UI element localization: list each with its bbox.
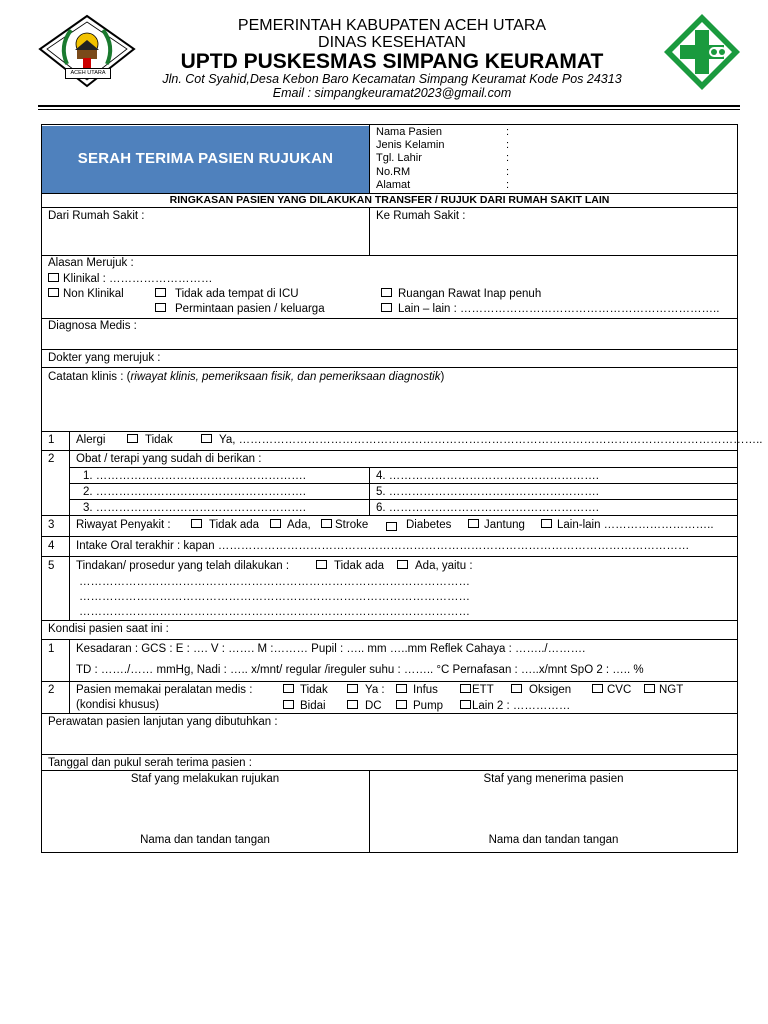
checkbox[interactable] xyxy=(381,303,392,312)
history-label: Riwayat Penyakit : xyxy=(76,519,171,531)
checkbox[interactable] xyxy=(191,519,202,528)
procedure-none-label: Tidak ada xyxy=(334,560,385,572)
equip-label: ETT xyxy=(472,684,494,696)
equip-ett xyxy=(460,683,494,697)
clinical-notes-close: ) xyxy=(440,371,445,383)
divider xyxy=(41,431,738,432)
checkbox[interactable] xyxy=(460,700,471,709)
allergy-no-label: Tidak xyxy=(145,434,173,446)
equip-label: Infus xyxy=(413,684,438,696)
handover-time-label: Tanggal dan pukul serah terima pasien : xyxy=(48,757,252,769)
header-line3: UPTD PUSKESMAS SIMPANG KEURAMAT xyxy=(180,50,604,73)
divider xyxy=(369,467,370,515)
checkbox[interactable] xyxy=(397,560,408,569)
divider xyxy=(41,450,738,451)
row-number: 2 xyxy=(48,684,55,696)
patient-address-label: Alamat xyxy=(376,179,411,191)
reason-other-label: Lain – lain : ………………………………………………………….. xyxy=(398,303,720,315)
equip-label: Pump xyxy=(413,700,444,712)
history-heart-label: Jantung xyxy=(484,519,525,531)
patient-name-label: Nama Pasien xyxy=(376,126,443,138)
equip-label: Bidai xyxy=(300,700,326,712)
reason-label: Alasan Merujuk : xyxy=(48,257,134,269)
checkbox[interactable] xyxy=(381,288,392,297)
divider xyxy=(41,207,738,208)
therapy-line: 1. ………………………………………………. xyxy=(83,470,306,482)
row-number: 5 xyxy=(48,560,55,572)
equip-dc xyxy=(347,699,382,713)
equip-other xyxy=(460,699,570,713)
colon: : xyxy=(506,126,510,138)
equip-label: Lain 2 : …………… xyxy=(472,700,571,712)
diagnosis-label: Diagnosa Medis : xyxy=(48,320,137,332)
row-number: 1 xyxy=(48,643,55,655)
checkbox[interactable] xyxy=(468,519,479,528)
checkbox[interactable] xyxy=(396,684,407,693)
history-yes xyxy=(270,518,311,532)
patient-gender-label: Jenis Kelamin xyxy=(376,139,445,151)
divider xyxy=(69,431,70,620)
checkbox[interactable] xyxy=(155,303,166,312)
header-line1: PEMERINTAH KABUPATEN ACEH UTARA xyxy=(237,17,547,34)
therapy-line: 2. ………………………………………………. xyxy=(83,486,306,498)
therapy-line: 6. ………………………………………………. xyxy=(376,502,599,514)
signature-left-label: Nama dan tandan tangan xyxy=(140,834,270,846)
patient-mrn-label: No.RM xyxy=(376,166,411,178)
doctor-label: Dokter yang merujuk : xyxy=(48,352,161,364)
follow-up-care-label: Perawatan pasien lanjutan yang dibutuhkan : xyxy=(48,716,278,728)
history-stroke-label: Stroke xyxy=(335,519,369,531)
procedure-yes-label: Ada, yaitu : xyxy=(415,560,473,572)
condition-label: Kondisi pasien saat ini : xyxy=(48,623,169,635)
divider xyxy=(41,770,738,771)
checkbox[interactable] xyxy=(460,684,471,693)
procedure-yes xyxy=(397,559,473,573)
to-hospital-label: Ke Rumah Sakit : xyxy=(376,210,466,222)
row-number: 1 xyxy=(48,434,55,446)
checkbox[interactable] xyxy=(541,519,552,528)
form-title: SERAH TERIMA PASIEN RUJUKAN xyxy=(77,150,334,167)
reason-clinical xyxy=(48,272,213,286)
header-address: Jln. Cot Syahid,Desa Kebon Baro Kecamatan Simpang Keuramat Kode Pos 24313 xyxy=(162,72,622,86)
header-email: Email : simpangkeuramat2023@gmail.com xyxy=(272,86,512,100)
staff-sender-label: Staf yang melakukan rujukan xyxy=(130,773,280,785)
history-heart xyxy=(468,518,525,532)
patient-dob-label: Tgl. Lahir xyxy=(376,152,422,164)
divider xyxy=(369,207,370,255)
clinical-notes-label xyxy=(48,370,444,384)
staff-receiver-label: Staf yang menerima pasien xyxy=(483,773,624,785)
summary-heading: RINGKASAN PASIEN YANG DILAKUKAN TRANSFER / RUJUK DARI RUMAH SAKIT LAIN xyxy=(169,194,610,206)
equip-splint xyxy=(283,699,326,713)
checkbox[interactable] xyxy=(511,684,522,693)
header-rule-thick xyxy=(38,105,740,107)
checkbox[interactable] xyxy=(155,288,166,297)
divider xyxy=(41,620,738,621)
procedure-line: ………………………………………………………………………………………… xyxy=(79,591,470,603)
colon: : xyxy=(506,139,510,151)
history-other xyxy=(541,518,714,532)
equip-label: Ya : xyxy=(365,684,385,696)
checkbox[interactable] xyxy=(396,700,407,709)
therapy-line: 4. ………………………………………………. xyxy=(376,470,599,482)
divider xyxy=(41,255,738,256)
divider xyxy=(69,499,738,500)
reason-clinical-label: Klinikal : ……………………… xyxy=(63,273,213,285)
equip-infus xyxy=(396,683,438,697)
procedure-label: Tindakan/ prosedur yang telah dilakukan : xyxy=(76,560,290,572)
equip-label: NGT xyxy=(659,684,684,696)
divider xyxy=(69,467,738,468)
clinical-notes-italic: riwayat klinis, pemeriksaan fisik, dan pemeriksaan diagnostik xyxy=(130,371,441,383)
procedure-none xyxy=(316,559,384,573)
reason-other xyxy=(381,302,719,316)
logo-ribbon: ACEH UTARA xyxy=(65,68,111,79)
equip-label: CVC xyxy=(607,684,632,696)
checkbox[interactable] xyxy=(321,519,332,528)
allergy-no xyxy=(127,433,173,447)
special-condition-label: (kondisi khusus) xyxy=(76,699,160,711)
therapy-label: Obat / terapi yang sudah di berikan : xyxy=(76,453,262,465)
divider xyxy=(69,639,70,713)
equip-label: Tidak xyxy=(300,684,328,696)
equipment-label: Pasien memakai peralatan medis : xyxy=(76,684,253,696)
checkbox[interactable] xyxy=(270,519,281,528)
row-number: 3 xyxy=(48,519,55,531)
divider xyxy=(41,556,738,557)
equip-label: DC xyxy=(365,700,382,712)
divider xyxy=(41,713,738,714)
divider xyxy=(69,483,738,484)
header-rule-thin xyxy=(38,109,740,110)
reason-request xyxy=(155,302,325,316)
history-stroke xyxy=(321,518,368,532)
history-none-label: Tidak ada xyxy=(209,519,260,531)
colon: : xyxy=(506,166,510,178)
history-diabetes xyxy=(386,518,451,532)
allergy-label: Alergi xyxy=(76,434,106,446)
reason-request-label: Permintaan pasien / keluarga xyxy=(175,303,325,315)
divider xyxy=(41,754,738,755)
checkbox[interactable] xyxy=(283,700,294,709)
row-number: 4 xyxy=(48,540,55,552)
therapy-line: 3. ………………………………………………. xyxy=(83,502,306,514)
header-line2: DINAS KESEHATAN xyxy=(318,34,466,51)
history-other-label: Lain-lain ……………………….. xyxy=(557,519,714,531)
equip-label: Oksigen xyxy=(529,684,572,696)
reason-nonclinical-label: Non Klinikal xyxy=(63,288,124,300)
history-none xyxy=(191,518,259,532)
checkbox[interactable] xyxy=(127,434,138,443)
procedure-line: ………………………………………………………………………………………… xyxy=(79,576,470,588)
divider xyxy=(41,681,738,682)
divider xyxy=(41,367,738,368)
form-title-box xyxy=(42,126,369,193)
green-cross-icon xyxy=(662,12,742,92)
consciousness-line: Kesadaran : GCS : E : …. V : ……. M :……… Pupil : ….. mm …..mm Reflek Cahaya : ……../………. xyxy=(76,643,586,655)
checkbox[interactable] xyxy=(201,434,212,443)
checkbox[interactable] xyxy=(48,273,59,282)
divider xyxy=(41,639,738,640)
colon: : xyxy=(506,152,510,164)
divider xyxy=(41,349,738,350)
equip-cvc xyxy=(592,683,631,697)
reason-no-icu xyxy=(155,287,299,301)
divider xyxy=(41,536,738,537)
equip-oxygen xyxy=(511,683,571,697)
equip-pump xyxy=(396,699,443,713)
checkbox[interactable] xyxy=(316,560,327,569)
right-logo xyxy=(662,12,742,92)
oral-intake-label: Intake Oral terakhir : kapan …………………………………………………………………………………………………………… xyxy=(76,540,690,552)
allergy-yes-label: Ya, ……………………………………………………………………………………………………………………….. xyxy=(219,434,763,446)
therapy-line: 5. ………………………………………………. xyxy=(376,486,599,498)
equip-ngt xyxy=(644,683,683,697)
divider xyxy=(369,124,370,194)
colon: : xyxy=(506,179,510,191)
procedure-line: ………………………………………………………………………………………… xyxy=(79,606,470,618)
equip-yes xyxy=(347,683,385,697)
history-yes-label: Ada, xyxy=(287,519,311,531)
checkbox[interactable] xyxy=(347,700,358,709)
from-hospital-label: Dari Rumah Sakit : xyxy=(48,210,145,222)
reason-ward-full xyxy=(381,287,541,301)
divider xyxy=(41,318,738,319)
reason-no-icu-label: Tidak ada tempat di ICU xyxy=(175,288,299,300)
reason-nonclinical xyxy=(48,287,124,301)
equip-no xyxy=(283,683,328,697)
reason-ward-full-label: Ruangan Rawat Inap penuh xyxy=(398,288,542,300)
checkbox[interactable] xyxy=(283,684,294,693)
checkbox[interactable] xyxy=(592,684,603,693)
history-diabetes-label: Diabetes xyxy=(406,519,452,531)
signature-right-label: Nama dan tandan tangan xyxy=(488,834,619,846)
allergy-yes xyxy=(201,433,763,447)
clinical-notes-text: Catatan klinis : ( xyxy=(48,371,131,383)
vital-signs-line: TD : ……./…… mmHg, Nadi : ….. x/mnt/ regular /ireguler suhu : …….. °C Pernafasan : …..x/mnt SpO 2 : ….. % xyxy=(76,664,644,676)
divider xyxy=(41,515,738,516)
checkbox[interactable] xyxy=(644,684,655,693)
checkbox[interactable] xyxy=(386,522,397,531)
checkbox[interactable] xyxy=(48,288,59,297)
row-number: 2 xyxy=(48,453,55,465)
checkbox[interactable] xyxy=(347,684,358,693)
